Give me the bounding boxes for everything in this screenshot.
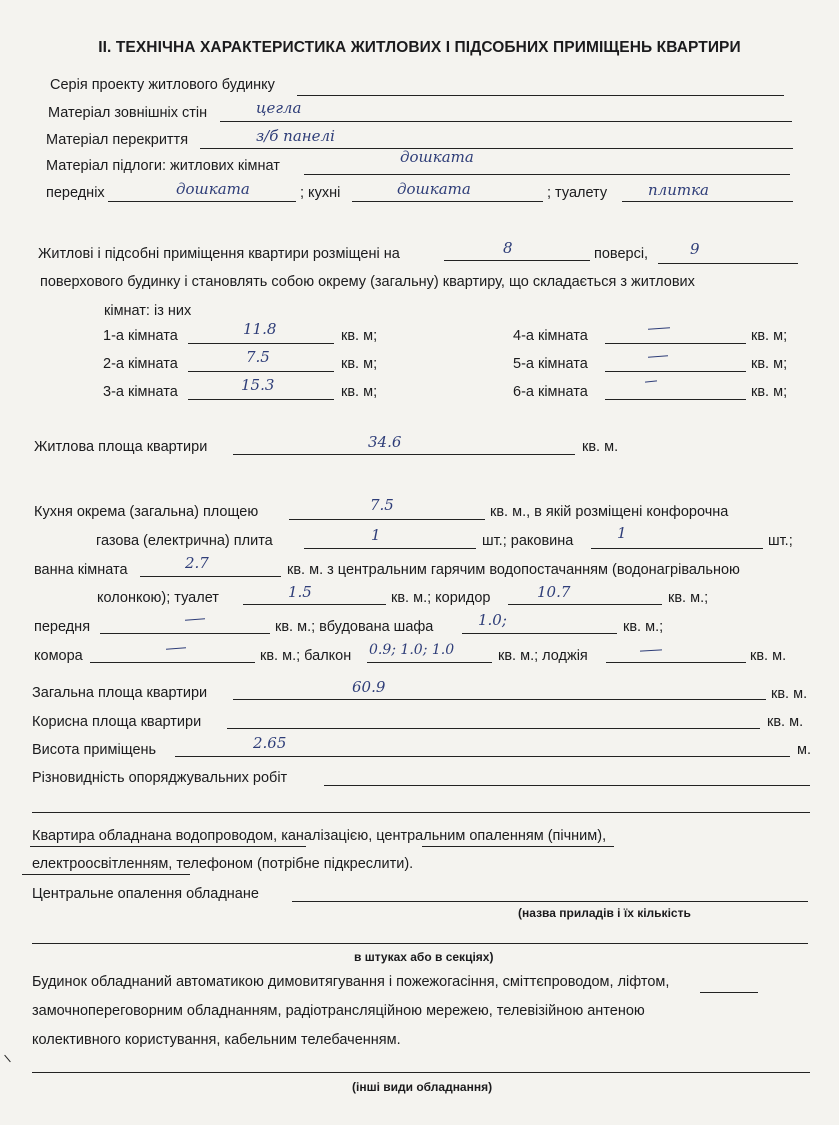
label-bathroom: ванна кімната <box>34 562 128 578</box>
value-storeys: 9 <box>690 240 700 258</box>
label-pcs-sink: шт.; раковина <box>482 533 574 549</box>
field-wall-material[interactable] <box>220 121 792 122</box>
label-ceiling-material: Матеріал перекриття <box>46 132 189 148</box>
field-room1[interactable] <box>188 343 334 344</box>
value-wardrobe: 1.0; <box>478 611 507 629</box>
field-device-line2[interactable] <box>32 943 808 944</box>
field-kitchen-area[interactable] <box>289 519 485 520</box>
field-room3[interactable] <box>188 399 334 400</box>
label-building-line2: замочнопереговорним обладнанням, радіотрансляційною мережею, телевізійною антеною <box>32 1003 645 1019</box>
value-living-area: 34.6 <box>368 433 402 451</box>
field-floor-number[interactable] <box>444 260 590 261</box>
field-project-series[interactable] <box>297 95 784 96</box>
field-storeys[interactable] <box>658 263 798 264</box>
dash-room5 <box>648 355 668 357</box>
field-floor-kitchen[interactable] <box>352 201 543 202</box>
label-sqm-wardrobe: кв. м.; вбудована шафа <box>275 619 434 635</box>
label-room6: 6-а кімната <box>513 384 588 400</box>
value-wall-material: цегла <box>256 99 302 117</box>
label-toilet: ; туалету <box>547 185 608 201</box>
label-useful-area: Корисна площа квартири <box>32 714 202 730</box>
value-balcony: 0.9; 1.0; 1.0 <box>369 642 455 658</box>
label-pantry: комора <box>34 648 83 664</box>
label-storey-building: поверхового будинку і становлять собою окрему (загальну) квартиру, що складається з житлових <box>40 274 695 290</box>
underline-lift <box>700 992 758 993</box>
value-height: 2.65 <box>253 734 287 752</box>
field-room6[interactable] <box>605 399 746 400</box>
form-title: II. ТЕХНІЧНА ХАРАКТЕРИСТИКА ЖИТЛОВИХ І ПІДСОБНИХ ПРИМІЩЕНЬ КВАРТИРИ <box>98 39 741 56</box>
field-floor-toilet[interactable] <box>622 201 793 202</box>
unit-room1: кв. м; <box>341 328 378 344</box>
field-useful-area[interactable] <box>227 728 760 729</box>
field-finishing-line2[interactable] <box>32 812 810 813</box>
unit-height: м. <box>797 742 811 758</box>
unit-total-area: кв. м. <box>771 686 808 702</box>
caption-other: (інші види обладнання) <box>352 1080 493 1094</box>
unit-useful-area: кв. м. <box>767 714 804 730</box>
field-room5[interactable] <box>605 371 746 372</box>
field-stove-count[interactable] <box>304 548 476 549</box>
field-bathroom[interactable] <box>140 576 281 577</box>
label-finishing: Різновидність опоряджувальних робіт <box>32 770 288 786</box>
value-kitchen-area: 7.5 <box>370 496 394 514</box>
label-equipped-line1: Квартира обладнана водопроводом, каналізацією, центральним опаленням (пічним), <box>32 828 607 844</box>
field-floor-hallway[interactable] <box>108 201 296 202</box>
value-bathroom: 2.7 <box>185 554 209 572</box>
field-front[interactable] <box>100 633 270 634</box>
field-wardrobe[interactable] <box>462 633 617 634</box>
label-living-area: Житлова площа квартири <box>34 439 208 455</box>
value-room3: 15.3 <box>241 376 275 394</box>
underline-water-sewer <box>30 846 306 847</box>
dash-pantry <box>166 647 186 649</box>
field-height[interactable] <box>175 756 790 757</box>
underline-central-heating <box>422 846 614 847</box>
label-rooms-of-them: кімнат: із них <box>104 303 192 319</box>
underline-electric <box>22 874 190 875</box>
field-loggia[interactable] <box>606 662 746 663</box>
label-hallway: передніх <box>46 185 105 201</box>
label-kitchen-area: Кухня окрема (загальна) площею <box>34 504 259 520</box>
label-bathroom-after: кв. м. з центральним гарячим водопостачанням (водонагрівальною <box>287 562 740 578</box>
value-room1: 11.8 <box>243 320 277 338</box>
unit-wardrobe: кв. м.; <box>623 619 664 635</box>
label-room1: 1-а кімната <box>103 328 178 344</box>
caption-device: (назва приладів і їх кількість <box>518 906 691 920</box>
caption-device-2: в штуках або в секціях) <box>354 950 494 964</box>
dash-room6 <box>645 380 657 382</box>
unit-room3: кв. м; <box>341 384 378 400</box>
label-room5: 5-а кімната <box>513 356 588 372</box>
value-floor-kitchen: дошката <box>397 180 471 198</box>
unit-living-area: кв. м. <box>582 439 619 455</box>
label-front: передня <box>34 619 91 635</box>
label-floor-word: поверсі, <box>594 246 649 262</box>
label-located-on: Житлові і підсобні приміщення квартири розміщені на <box>38 246 400 262</box>
value-ceiling-material: з/б панелі <box>256 127 335 145</box>
field-ceiling-material[interactable] <box>200 148 793 149</box>
value-toilet: 1.5 <box>288 583 312 601</box>
value-sink-count: 1 <box>617 524 627 542</box>
field-toilet[interactable] <box>243 604 386 605</box>
field-sink-count[interactable] <box>591 548 763 549</box>
label-building-line1: Будинок обладнаний автоматикою димовитягування і пожежогасіння, сміттєпроводом, ліфтом, <box>32 974 670 990</box>
unit-room6: кв. м; <box>751 384 788 400</box>
label-sqm-balcony: кв. м.; балкон <box>260 648 352 664</box>
label-building-line3: колективного користування, кабельним телебаченням. <box>32 1032 401 1048</box>
label-sqm-loggia: кв. м.; лоджія <box>498 648 588 664</box>
dash-room4 <box>648 327 670 330</box>
label-kitchen: ; кухні <box>300 185 341 201</box>
label-kitchen-after: кв. м., в якій розміщені конфорочна <box>490 504 729 520</box>
label-total-area: Загальна площа квартири <box>32 685 208 701</box>
label-room3: 3-а кімната <box>103 384 178 400</box>
value-floor-hallway: дошката <box>176 180 250 198</box>
label-floor-material: Матеріал підлоги: житлових кімнат <box>46 158 280 174</box>
unit-room2: кв. м; <box>341 356 378 372</box>
value-floor-number: 8 <box>503 239 513 257</box>
value-stove-count: 1 <box>371 526 381 544</box>
field-corridor[interactable] <box>508 604 662 605</box>
value-total-area: 60.9 <box>352 678 386 696</box>
margin-mark <box>4 1055 11 1063</box>
value-corridor: 10.7 <box>537 583 571 601</box>
label-wall-material: Матеріал зовнішніх стін <box>48 105 208 121</box>
field-room2[interactable] <box>188 371 334 372</box>
label-central-heating: Центральне опалення обладнане <box>32 886 259 902</box>
label-room4: 4-а кімната <box>513 328 588 344</box>
field-living-area[interactable] <box>233 454 575 455</box>
label-column-toilet: колонкою); туалет <box>97 590 219 606</box>
field-balcony[interactable] <box>367 662 492 663</box>
unit-corridor: кв. м.; <box>668 590 709 606</box>
dash-front <box>185 618 205 620</box>
unit-room4: кв. м; <box>751 328 788 344</box>
label-room2: 2-а кімната <box>103 356 178 372</box>
label-height: Висота приміщень <box>32 742 157 758</box>
field-finishing[interactable] <box>324 785 810 786</box>
label-project-series: Серія проекту житлового будинку <box>50 77 275 93</box>
label-stove: газова (електрична) плита <box>96 533 273 549</box>
field-other-equipment[interactable] <box>32 1072 810 1073</box>
field-pantry[interactable] <box>90 662 255 663</box>
unit-loggia: кв. м. <box>750 648 787 664</box>
label-sqm-corridor: кв. м.; коридор <box>391 590 491 606</box>
dash-loggia <box>640 649 662 651</box>
field-total-area[interactable] <box>233 699 766 700</box>
field-central-heating[interactable] <box>292 901 808 902</box>
label-equipped-line2: електроосвітленням, телефоном (потрібне підкреслити). <box>32 856 414 872</box>
field-floor-rooms[interactable] <box>304 174 790 175</box>
value-floor-toilet: плитка <box>648 181 709 199</box>
value-room2: 7.5 <box>246 348 270 366</box>
unit-room5: кв. м; <box>751 356 788 372</box>
value-floor-rooms: дошката <box>400 148 474 166</box>
unit-sink: шт.; <box>768 533 793 549</box>
field-room4[interactable] <box>605 343 746 344</box>
